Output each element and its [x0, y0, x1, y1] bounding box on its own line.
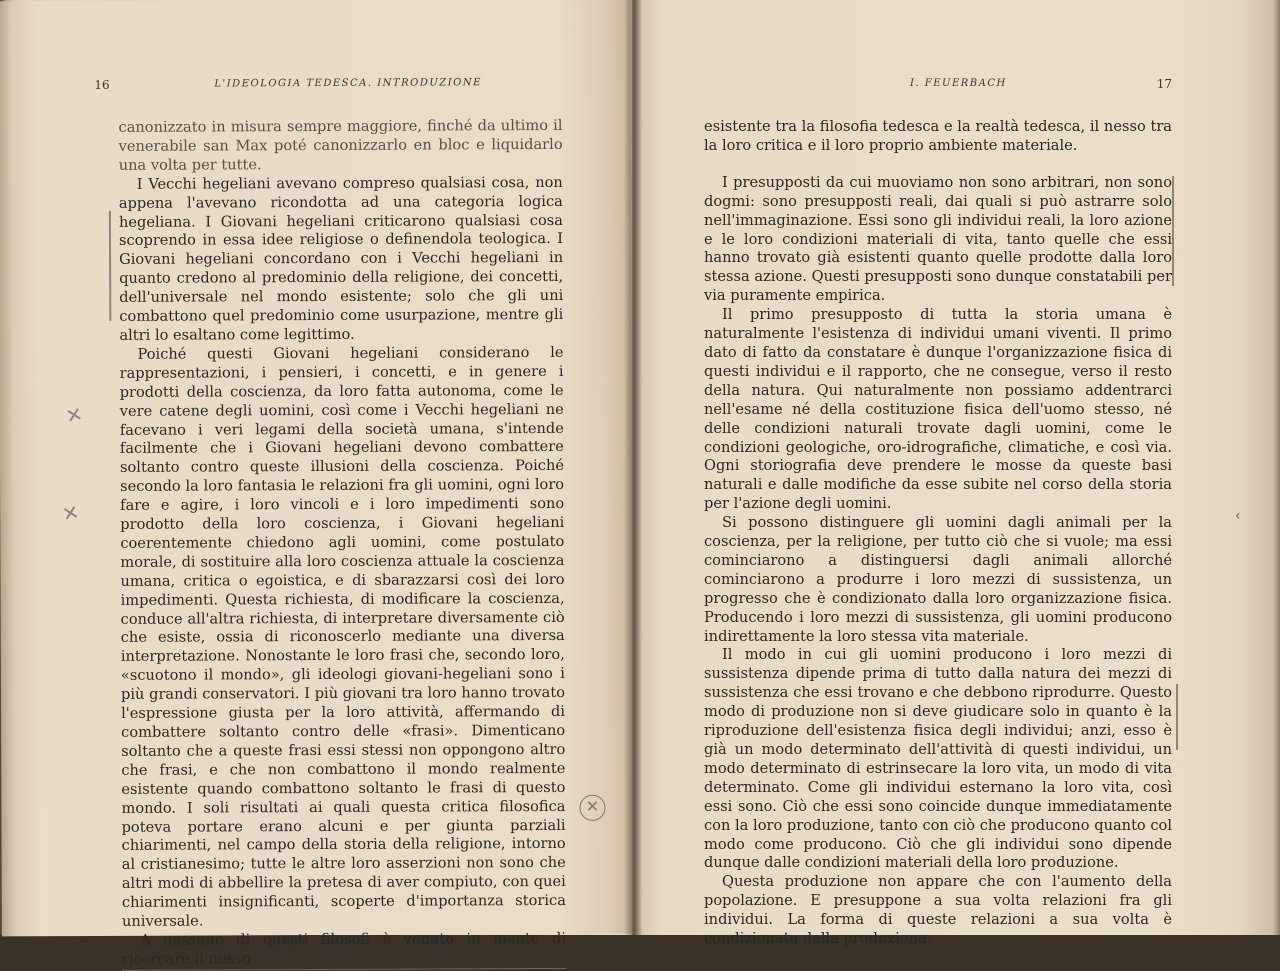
left-running-title: L'IDEOLOGIA TEDESCA. INTRODUZIONE [214, 77, 482, 90]
paragraph: canonizzato in misura sempre maggiore, finché da ultimo il venerabile san Max poté canonizzarlo en bloc e liquidarlo una volta per tutte. [118, 116, 563, 174]
left-body-text [118, 117, 566, 971]
paragraph: I Vecchi hegeliani avevano compreso qualsiasi cosa, non appena l'avevano ricondotta ad una categoria logica hegeliana. I Giovani hegeliani criticarono qualsiasi cosa scoprendo in essa idee religiose o definendola teologica. I Giovani hegeliani concordano con i Vecchi hegeliani in quanto credono al predominio della religione, dei concetti, dell'universale nel mondo esistente; solo che gli uni combattono quel predominio come usurpazione, mentre gli altri lo esaltano come legittimo. [118, 173, 564, 344]
pencil-circled-cross-mark: ✕ [579, 795, 605, 821]
right-running-title: I. FEUERBACH [910, 78, 1007, 89]
paragraph: Il modo in cui gli uomini producono i loro mezzi di sussistenza dipende prima di tutto dalla natura dei mezzi di sussistenza che essi trovano e che debbono riprodurre. Questo modo di produzione non si deve giudicare solo in quanto è la riproduzione dell'esistenza fisica degli individui; anzi, esso è già un modo determinato dell'attività di questi individui, un modo determinato di estrinsecare la loro vita, un modo di vita determinato. Come gli individui esternano la loro vita, così essi sono. Ciò che essi sono coincide dunque immediatamente con la loro produzione, tanto con ciò che producono quanto col modo come producono. Ciò che gli individui sono dipende dunque dalle condizioni materiali della loro produzione. [704, 646, 1172, 872]
left-page [0, 0, 634, 968]
paragraph: Questa produzione non appare che con l'aumento della popolazione. E presuppone a sua volta relazioni fra gli individui. La forma di queste relazioni a sua volta è condizionata dalla produzione. [704, 873, 1172, 948]
paragraph: Si possono distinguere gli uomini dagli animali per la coscienza, per la religione, per tutto ciò che si vuole; ma essi cominciarono a distinguersi dagli animali allorché cominciarono a produrre i loro mezzi di sussistenza, un progresso che è condizionato dalla loro organizzazione fisica. Producendo i loro mezzi di sussistenza, gli uomini producono indirettamente la loro stessa vita materiale. [704, 514, 1172, 645]
pencil-margin-line [1176, 684, 1178, 750]
right-page [632, 0, 1280, 948]
pencil-tick-mark: ‹ [1235, 508, 1241, 524]
right-body-text [704, 118, 1172, 949]
paragraph: A nessuno di questi filosofi è venuto in mente di ricercare il nesso [122, 930, 566, 971]
paragraph: Il primo presupposto di tutta la storia umana è naturalmente l'esistenza di individui umani viventi. Il primo dato di fatto da constatare è dunque l'organizzazione fisica di questi individui e il rapporto, che ne consegue, verso il resto della natura. Qui naturalmente non possiamo addentrarci nell'esame né della costituzione fisica dell'uomo stesso, né delle condizioni naturali trovate dagli uomini, come le condizioni geologiche, oro-idrografiche, climatiche, e così via. Ogni storiografia deve prendere le mosse da queste basi naturali e dalle modifiche da esse subite nel corso della storia per l'azione degli uomini. [704, 306, 1172, 513]
paragraph: Poiché questi Giovani hegeliani considerano le rappresentazioni, i pensieri, i concetti, e in genere i prodotti della coscienza, da loro fatta autonoma, come le vere catene degli uomini, così come i Vecchi hegeliani ne facevano i veri legami della società umana, s'intende facilmente che i Giovani hegeliani devono combattere soltanto contro queste illusioni della coscienza. Poiché secondo la loro fantasia le relazioni fra gli uomini, ogni loro fare e agire, i loro vincoli e i loro impedimenti sono prodotto della loro coscienza, i Giovani hegeliani coerentemente chiedono agli uomini, come postulato morale, di sostituire alla loro coscienza attuale la coscienza umana, critica o egoistica, e di sbarazzarsi così dei loro impedimenti. Questa richiesta, di modificare la coscienza, conduce all'altra richiesta, di interpretare diversamente ciò che esiste, ossia di riconoscerlo mediante una diversa interpretazione. Nonostante le loro frasi che, secondo loro, «scuotono il mondo», gli ideologi giovani-hegeliani sono i più grandi conservatori. I più giovani tra loro hanno trovato l'espressione giusta per la loro attività, affermando di combattere soltanto contro delle «frasi». Dimenticano soltanto che a queste frasi essi stessi non oppongono altro che frasi, e che non combattono il mondo realmente esistente quando combattono soltanto le frasi di questo mondo. I soli risultati ai quali questa critica filosofica poteva portare erano alcuni e per giunta parziali chiarimenti, nel campo della storia della religione, intorno al cristianesimo; tutte le altre loro asserzioni non sono che altri modi di abbellire la pretesa di aver compiuto, con quei chiarimenti insignificanti, scoperte d'importanza storica universale. [119, 343, 566, 930]
paragraph: esistente tra la filosofia tedesca e la realtà tedesca, il nesso tra la loro critica e il loro proprio ambiente materiale. [704, 118, 1172, 154]
pencil-margin-line [1172, 176, 1174, 286]
left-running-head [94, 77, 564, 92]
left-page-number: 16 [94, 77, 110, 92]
right-page-number: 17 [1156, 77, 1172, 91]
pencil-margin-line [109, 211, 111, 321]
paragraph: I presupposti da cui muoviamo non sono arbitrari, non sono dogmi: sono presupposti reali, dai quali si può astrarre solo nell'immaginazione. Essi sono gli individui reali, la loro azione e le loro condizioni materiali di vita, tanto quelle che essi hanno trovato già esistenti quanto quelle prodotte dalla loro stessa azione. Questi presupposti sono dunque constatabili per via puramente empirica. [704, 173, 1172, 305]
pencil-cross-mark: ✕ [63, 401, 85, 429]
pencil-cross-mark: ✕ [59, 499, 82, 527]
